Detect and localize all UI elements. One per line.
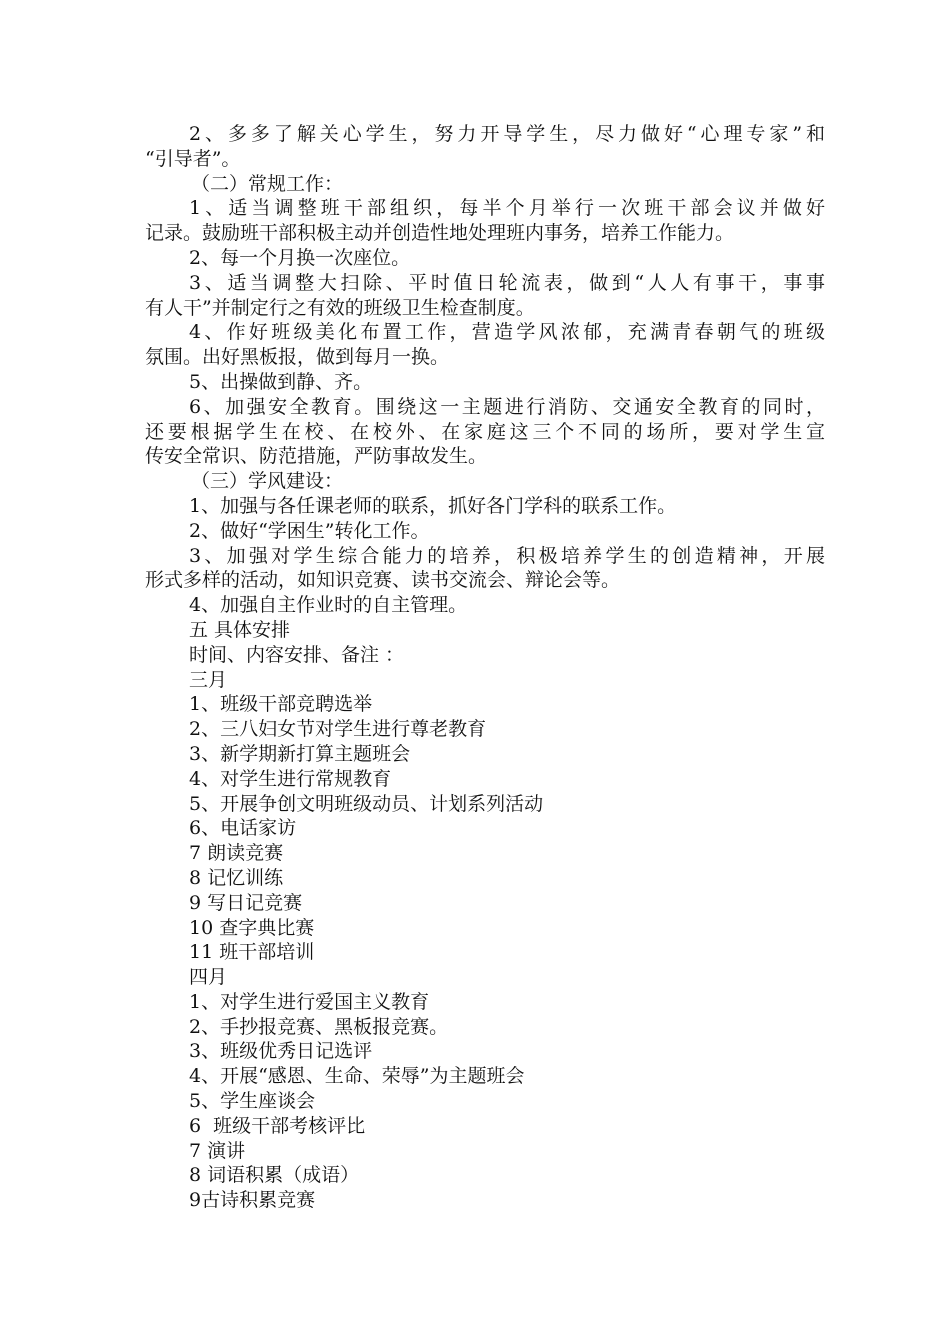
document-body [145,122,825,1213]
text-line: 6、加强安全教育。围绕这一主题进行消防、交通安全教育的同时， [189,395,825,418]
text-line: 还要根据学生在校、在校外、在家庭这三个不同的场所，要对学生宣 [145,420,825,443]
text-line: 记录。鼓励班干部积极主动并创造性地处理班内事务，培养工作能力。 [145,222,735,245]
list-item: 2、三八妇女节对学生进行尊老教育 [189,718,487,741]
text-line: 1、加强与各任课老师的联系，抓好各门学科的联系工作。 [189,494,677,517]
text-line: 4、作好班级美化布置工作，营造学风浓郁，充满青春朝气的班级 [189,321,825,344]
text-line: 传安全常识、防范措施，严防事故发生。 [145,445,488,468]
list-item: 7 演讲 [189,1139,246,1162]
list-item: 3、新学期新打算主题班会 [189,742,411,765]
list-item: 1、对学生进行爱国主义教育 [189,990,430,1013]
text-line: “引导者”。 [145,147,241,170]
list-item: 8 记忆训练 [189,866,284,889]
section-heading: 五 具体安排 [189,618,291,641]
text-line: 5、出操做到静、齐。 [189,370,373,393]
list-item: 2、手抄报竞赛、黑板报竞赛。 [189,1015,449,1038]
list-item: 5、开展争创文明班级动员、计划系列活动 [189,792,544,815]
text-line: 有人干”并制定行之有效的班级卫生检查制度。 [145,296,535,319]
text-line: 3、适当调整大扫除、平时值日轮流表，做到“人人有事干，事事 [189,271,825,294]
list-item: 6 班级干部考核评比 [189,1114,366,1137]
list-item: 7 朗读竞赛 [189,842,284,865]
month-heading: 四月 [189,966,228,989]
list-item: 6、电话家访 [189,817,297,840]
month-heading: 三月 [189,668,228,691]
text-line: 氛围。出好黑板报，做到每月一换。 [145,346,450,369]
text-line: 3、加强对学生综合能力的培养，积极培养学生的创造精神，开展 [189,544,825,567]
list-item: 5、学生座谈会 [189,1090,316,1113]
text-line: 1、适当调整班干部组织，每半个月举行一次班干部会议并做好 [189,197,825,220]
list-item: 10 查字典比赛 [189,916,315,939]
list-item: 9古诗积累竞赛 [189,1189,316,1212]
list-item: 4、开展“感恩、生命、荣辱”为主题班会 [189,1065,525,1088]
list-item: 9 写日记竞赛 [189,891,303,914]
section-heading: （三）学风建设： [191,470,344,493]
list-item: 8 词语积累（成语） [189,1164,360,1187]
text-line: 4、加强自主作业时的自主管理。 [189,594,468,617]
text-line: 形式多样的活动，如知识竞赛、读书交流会、辩论会等。 [145,569,621,592]
list-item: 3、班级优秀日记选评 [189,1040,373,1063]
list-item: 1、班级干部竞聘选举 [189,693,373,716]
text-line: 2、多多了解关心学生，努力开导学生，尽力做好“心理专家”和 [189,123,825,145]
section-heading: （二）常规工作： [191,172,344,195]
text-line: 2、做好“学困生”转化工作。 [189,519,430,542]
text-line: 2、每一个月换一次座位。 [189,246,411,269]
list-item: 4、对学生进行常规教育 [189,767,392,790]
text-line: 时间、内容安排、备注 ： [189,643,405,666]
list-item: 11 班干部培训 [189,941,315,964]
